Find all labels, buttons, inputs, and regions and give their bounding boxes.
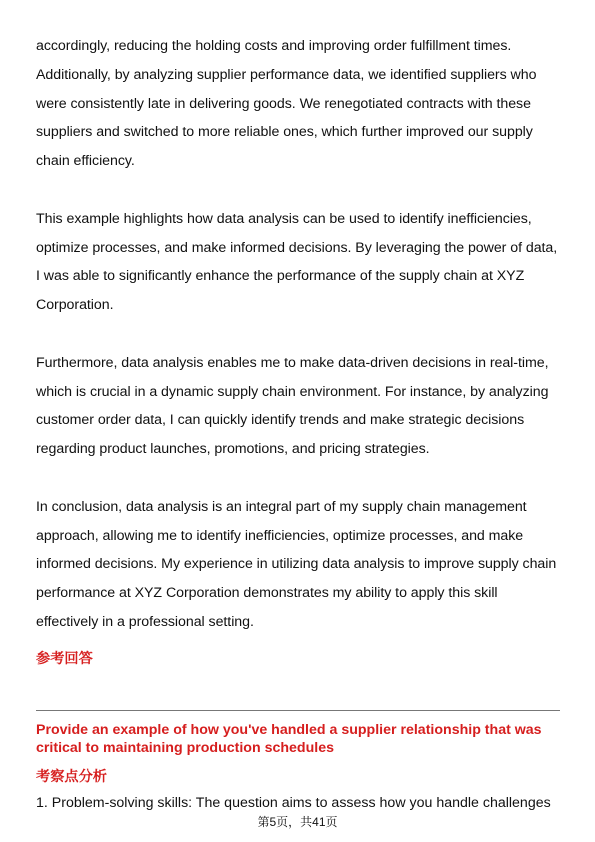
paragraph-2: This example highlights how data analysis can be used to identify inefficiencies, optimize processes, and make informed decisions. By leveraging the power of data, I was able to significantly enhance the performance of the supply chain at XYZ Corporation.: [36, 210, 558, 314]
answer-body: [36, 32, 562, 637]
section-divider: [36, 710, 560, 711]
analysis-label: 考察点分析: [36, 769, 107, 785]
paragraph-1: accordingly, reducing the holding costs and improving order fulfillment times. Additionally, by analyzing supplier performance data, we identified suppliers who were consistently late in delivering goods. We renegotiated contracts with these suppliers and switched to more reliable ones, which further improved our supply chain efficiency.: [36, 38, 537, 170]
paragraph-4: In conclusion, data analysis is an integral part of my supply chain management approach, allowing me to identify inefficiencies, optimize processes, and make informed decisions. My experience in utilizing data analysis to improve supply chain performance at XYZ Corporation demonstrates my ability to apply this skill effectively in a professional setting.: [36, 498, 557, 630]
page-footer: 第5页，共41页: [257, 815, 338, 829]
reference-answer-label: 参考回答: [36, 651, 93, 667]
paragraph-3: Furthermore, data analysis enables me to make data-driven decisions in real-time, which is crucial in a dynamic supply chain environment. For instance, by analyzing customer order data, I can quickly identify trends and make strategic decisions regarding product launches, promotions, and pricing strategies.: [36, 354, 549, 458]
question-heading: Provide an example of how you've handled a supplier relationship that was critical to maintaining production schedules: [36, 722, 542, 756]
analysis-point-1: 1. Problem-solving skills: The question aims to assess how you handle challenges: [36, 795, 551, 811]
